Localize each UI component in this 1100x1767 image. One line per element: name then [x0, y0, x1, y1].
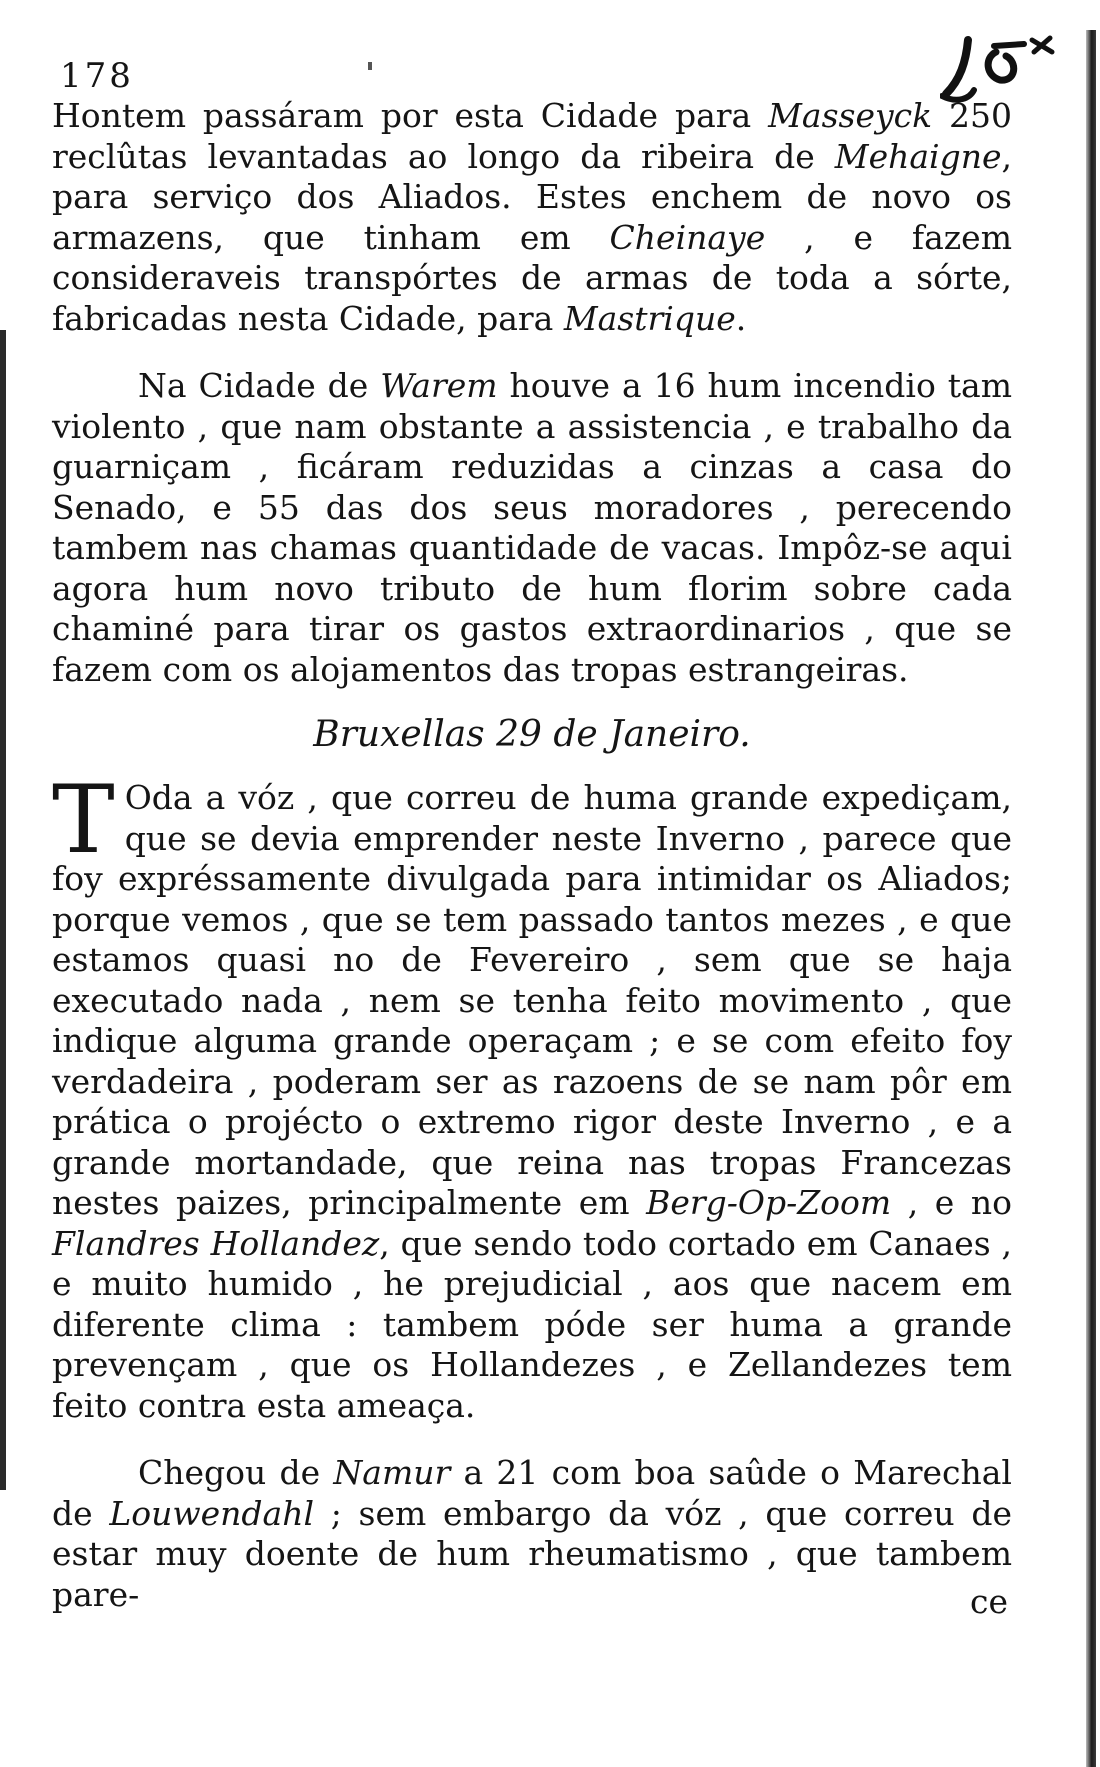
place-name: Namur — [333, 1453, 451, 1492]
paragraph-news-2 — [52, 366, 1012, 690]
paragraph-text: Na Cidade de — [138, 366, 381, 405]
paragraph-news-3 — [52, 766, 1012, 1426]
paragraph-text: Chegou de — [138, 1453, 334, 1492]
person-name: Louwendahl — [109, 1493, 315, 1533]
paragraph-text: . — [735, 298, 747, 338]
place-name: Flandres Hollandez — [52, 1223, 380, 1263]
drop-cap-letter: T — [52, 766, 115, 875]
paragraph-text: ; sem embargo da vóz , que correu de estar muy doente de hum rheumatismo , que tambem pare- — [52, 1493, 1012, 1614]
paragraph-text: , que sendo todo cortado em Canaes , e muito humido , he prejudicial , aos que nacem em diferente clima : tambem póde ser huma a grande prevençam , que os Hollandezes , e Zellandezes tem feito contra esta ameaça. — [52, 1223, 1012, 1425]
paragraph-text: , e no — [891, 1183, 1012, 1222]
paragraph-news-1 — [52, 96, 1012, 339]
place-name: Warem — [380, 366, 498, 405]
paragraph-text: Oda a vóz , que correu de huma grande expediçam, que se devia emprender neste Inverno , parece que foy expréssamente divulgada para intimidar os Aliados; porque vemos , que se tem passado tantos mezes , e que estamos quasi no de Fevereiro , sem que se haja executado nada , nem se tenha feito movimento , que indique alguma grande operaçam ; e se com efeito foy verdadeira , poderam ser as razoens de se nam pôr em prática o projécto o extremo rigor deste Inverno , e a grande mortandade, que reina nas tropas Francezas nestes paizes, principalmente em — [52, 778, 1012, 1222]
paragraph-news-4 — [52, 1453, 1012, 1615]
paragraph-text: a 21 com boa saûde o Marechal de — [52, 1453, 1012, 1533]
page-number: 178 — [60, 56, 134, 96]
place-name: Masseyck — [768, 96, 933, 135]
place-name: Mehaigne — [834, 136, 1002, 176]
place-name: Berg-Op-Zoom — [646, 1183, 892, 1222]
paragraph-text: Hontem passáram por esta Cidade para — [52, 96, 769, 135]
ink-speck — [368, 62, 372, 70]
catchword: ce — [969, 1582, 1008, 1621]
place-name: Cheinaye — [609, 217, 766, 257]
paragraph-text: houve a 16 hum incendio tam violento , que nam obstante a assistencia , e trabalho da guarniçam , ficáram reduzidas a cinzas a casa do Senado, e 55 das dos seus moradores , perecendo tambem nas chamas quantidade de vacas. Impôz-se aqui agora hum novo tributo de hum florim sobre cada chaminé para tirar os gastos extraordinarios , que se fazem com os alojamentos das tropas estrangeiras. — [52, 366, 1012, 689]
page-edge-shadow-left — [0, 330, 6, 1490]
dateline-heading: Bruxellas 29 de Janeiro. — [313, 714, 751, 755]
paragraph-text: 250 reclûtas levantadas ao longo da ribeira de — [52, 96, 1012, 176]
place-name: Mastrique — [563, 298, 736, 338]
paragraph-text: , e fazem consideraveis transpórtes de armas de toda a sórte, fabricadas nesta Cidade, para — [52, 217, 1012, 338]
page-edge-shadow-right — [1086, 30, 1096, 1767]
paragraph-text: , para serviço dos Aliados. Estes enchem de novo os armazens, que tinham em — [52, 136, 1012, 257]
